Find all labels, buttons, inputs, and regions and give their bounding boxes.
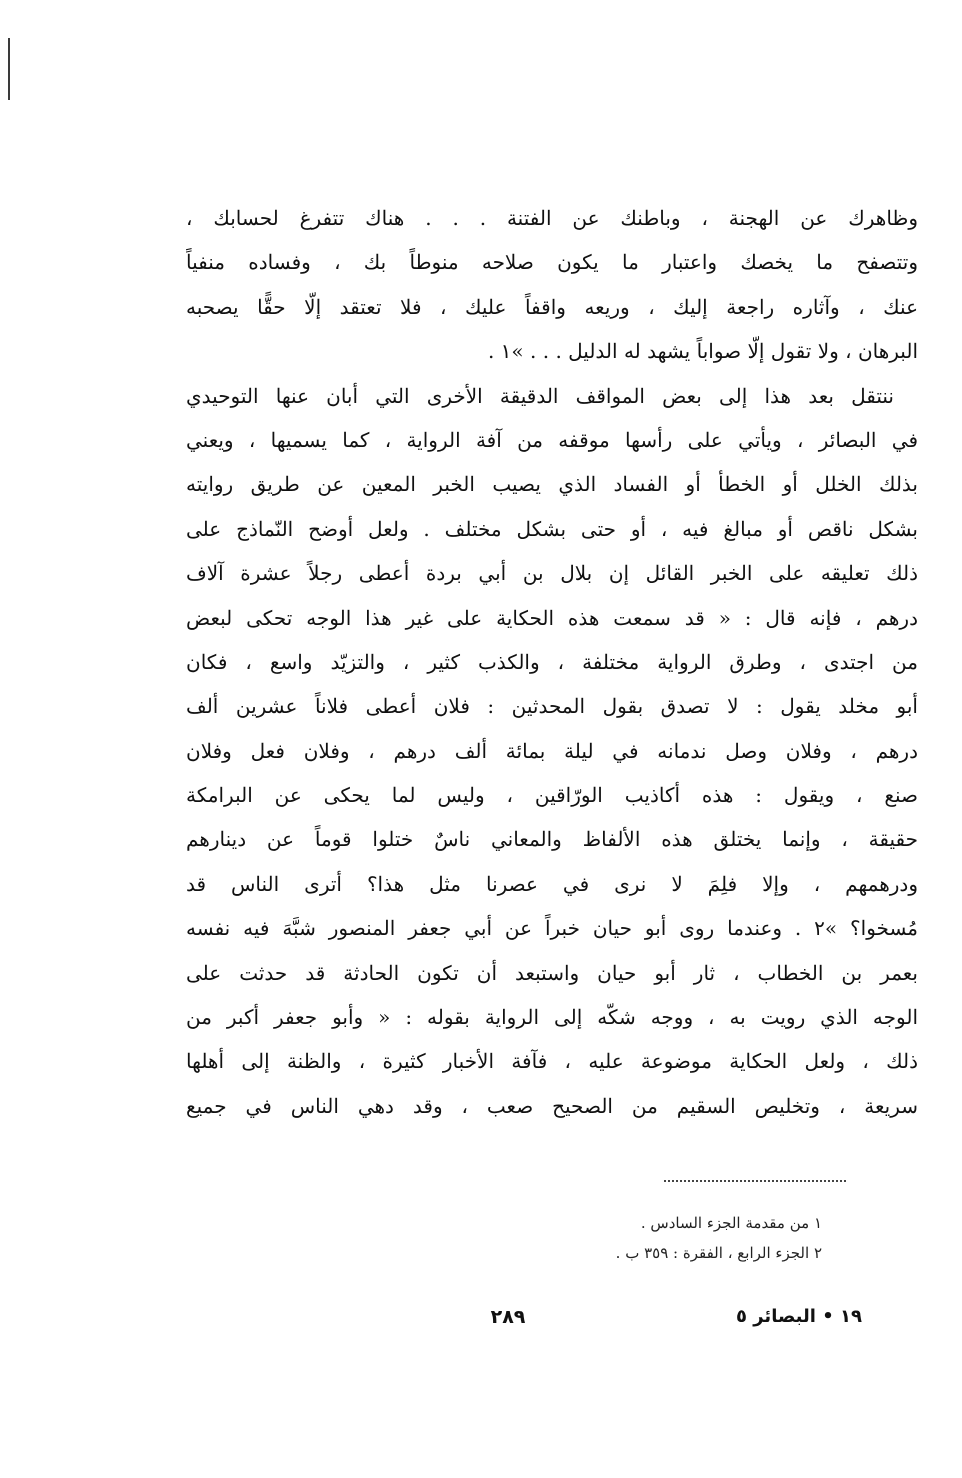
- paragraph-first-line: ننتقل بعد هذا إلى بعض المواقف الدقيقة الأخرى التي أبان عنها التوحيدي: [186, 383, 894, 408]
- text-line: حقيقة ، وإنما يختلق هذه الألفاظ والمعاني ناسٌ ختلوا قوماً عن دينارهم: [186, 827, 918, 852]
- text-line: البرهان ، ولا تقول إلّا صواباً يشهد له الدليل . . . »١ .: [487, 339, 918, 364]
- text-line: بذلك الخلل أو الخطأ أو الفساد الذي يصيب الخبر المعين عن طريق روايته: [186, 472, 918, 497]
- footnote-1: ١ من مقدمة الجزء السادس .: [640, 1214, 822, 1232]
- text-line: ذلك تعليقه على الخبر القائل إن بلال بن أبي بردة أعطى رجلاً عشرة آلاف: [186, 561, 918, 586]
- text-line: بعمر بن الخطاب ، ثار أبو حيان واستبعد أن تكون الحادثة قد حدثت على: [186, 960, 918, 985]
- footnote-2: ٢ الجزء الرابع ، الفقرة : ٣٥٩ ب .: [615, 1244, 822, 1262]
- scan-edge-mark: [8, 38, 10, 100]
- body-text: [186, 196, 918, 1128]
- text-line: بشكل ناقص أو مبالغ فيه ، أو حتى بشكل مختلف . ولعل أوضح النّماذج على: [186, 516, 918, 541]
- footnotes: [616, 1208, 822, 1268]
- footnote-separator: [664, 1180, 846, 1182]
- text-line: درهم ، فإنه قال : « قد سمعت هذه الحكاية على غير هذا الوجه تحكى لبعض: [186, 605, 918, 630]
- text-line: أبو مخلد يقول : لا تصدق بقول المحدثين : فلان أعطى فلاناً عشرين ألف: [186, 694, 918, 719]
- text-line: مُسخوا؟ »٢ . وعندما روى أبو حيان خبراً عن أبي جعفر المنصور شبَّهَ فيه نفسه: [186, 916, 918, 941]
- text-line: الوجه الذي رويت به ، ووجه شكّه إلى الرواية بقوله : « وأبو جعفر أكبر من: [186, 1005, 918, 1030]
- text-line: ودرهمهم ، وإلا فلِمَ لا نرى في عصرنا مثل هذا؟ أترى الناس قد: [186, 871, 918, 896]
- text-line: وتتصفح ما يخصك واعتبار ما يكون صلاحه منوطاً بك ، وفساده منفياً: [186, 250, 918, 275]
- text-line: من اجتدى ، وطرق الرواية مختلفة ، والكذب كثير ، والتزيّد واسع ، فكان: [186, 649, 918, 674]
- text-line: درهم ، وفلان وصل ندمانه في ليلة بمائة ألف درهم ، وفلان فعل وفلان: [186, 738, 918, 763]
- text-line: سريعة ، وتخليص السقيم من الصحيح صعب ، وقد دهي الناس في جميع: [186, 1093, 918, 1118]
- text-line: صنع ، ويقول : هذه أكاذيب الورّاقين ، وليس لما يحكى عن البرامكة: [186, 783, 918, 808]
- text-line: في البصائر ، ويأتي على رأسها موقفه من آفة الرواية ، كما يسميها ، ويعني: [186, 427, 918, 452]
- text-line: ذلك ، ولعل الحكاية موضوعة عليه ، فآفة الأخبار كثيرة ، والظنة إلى أهلها: [186, 1049, 918, 1074]
- text-line: وظاهرك عن الهجنة ، وباطنك عن الفتنة . . . هناك تتفرغ لحسابك ،: [186, 206, 918, 230]
- text-line: عنك ، وآثاره راجعة إليك ، وريعه واقفاً عليك ، فلا تعتقد إلّا حقًّا يصحبه: [186, 294, 918, 319]
- page-number: ٢٨٩: [490, 1306, 526, 1328]
- printer-signature: ١٩ • البصائر ٥: [735, 1306, 862, 1327]
